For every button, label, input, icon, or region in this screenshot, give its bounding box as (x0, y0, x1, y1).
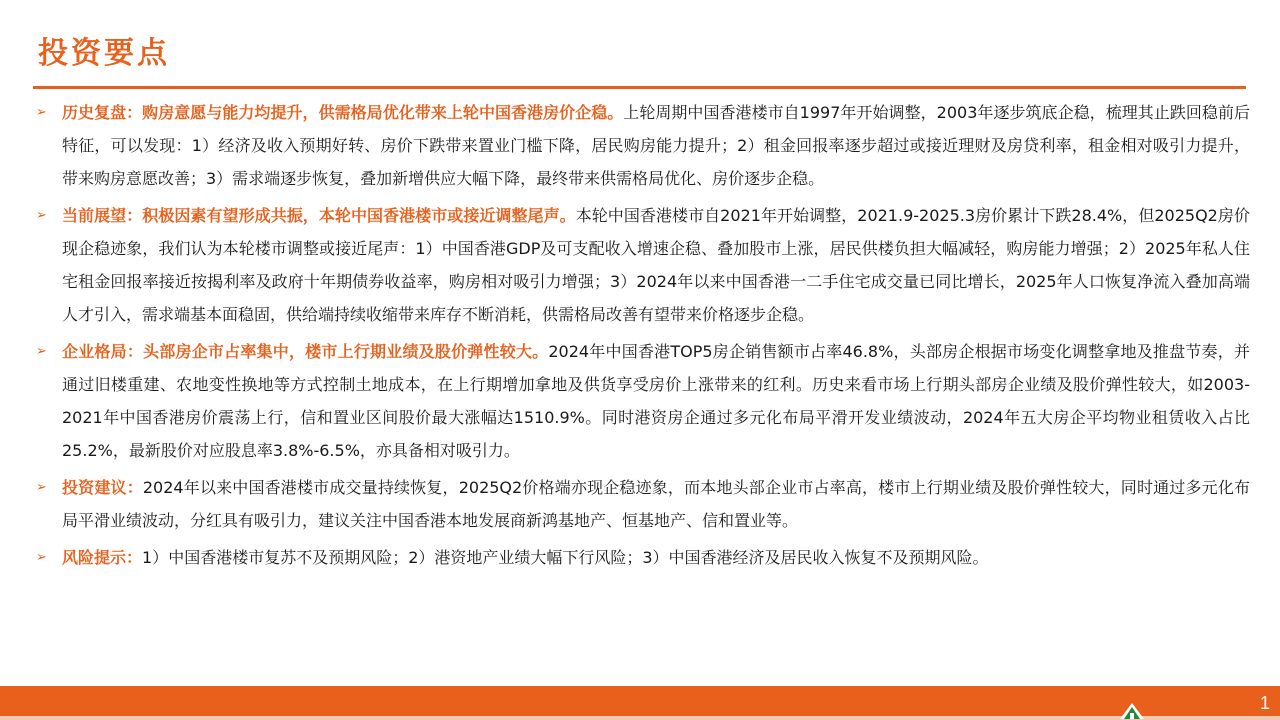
arrow-right-icon: ➢ (36, 344, 47, 359)
arrow-right-icon: ➢ (36, 208, 47, 223)
title-divider (33, 86, 1246, 89)
point-body: 1）中国香港楼市复苏不及预期风险；2）港资地产业绩大幅下行风险；3）中国香港经济及居民收入恢复不及预期风险。 (142, 548, 989, 567)
point-heading: 投资建议： (62, 478, 143, 497)
key-points-list (33, 96, 1250, 578)
arrow-right-icon: ➢ (36, 550, 47, 565)
arrow-right-icon: ➢ (36, 105, 47, 120)
point-heading: 企业格局：头部房企市占率集中，楼市上行期业绩及股价弹性较大。 (62, 342, 549, 361)
arrow-right-icon: ➢ (36, 480, 47, 495)
point-body: 2024年以来中国香港楼市成交量持续恢复，2025Q2价格端亦现企稳迹象，而本地头部企业市占率高，楼市上行期业绩及股价弹性较大，同时通过多元化布局平滑业绩波动，分红具有吸引力，建议关注中国香港本地发展商新鸿基地产、恒基地产、信和置业等。 (62, 478, 1250, 530)
point-history-review (33, 96, 1250, 195)
point-investment-advice (33, 471, 1250, 537)
company-logo-icon (1118, 702, 1146, 720)
point-body: 2024年中国香港TOP5房企销售额市占率46.8%，头部房企根据市场变化调整拿地及推盘节奏，并通过旧楼重建、农地变性换地等方式控制土地成本，在上行期增加拿地及供货享受房价上涨带来的红利。历史来看市场上行期头部房企业绩及股价弹性较大，如2003-2021年中国香港房价震荡上行，信和置业区间股价最大涨幅达1510.9%。同时港资房企通过多元化布局平滑开发业绩波动，2024年五大房企平均物业租赁收入占比25.2%，最新股价对应股息率3.8%-6.5%，亦具备相对吸引力。 (62, 342, 1250, 460)
point-heading: 当前展望：积极因素有望形成共振，本轮中国香港楼市或接近调整尾声。 (62, 206, 576, 225)
point-risk-warning (33, 541, 1250, 574)
footer-accent-line (0, 716, 1280, 720)
point-current-outlook (33, 199, 1250, 331)
point-body: 本轮中国香港楼市自2021年开始调整，2021.9-2025.3房价累计下跌28.4%，但2025Q2房价现企稳迹象，我们认为本轮楼市调整或接近尾声：1）中国香港GDP及可支配收入增速企稳、叠加股市上涨，居民供楼负担大幅减轻，购房能力增强；2）2025年私人住宅租金回报率接近按揭利率及政府十年期债券收益率，购房相对吸引力增强；3）2024年以来中国香港一二手住宅成交量已同比增长，2025年人口恢复净流入叠加高端人才引入，需求端基本面稳固，供给端持续收缩带来库存不断消耗，供需格局改善有望带来价格逐步企稳。 (62, 206, 1250, 324)
point-heading: 风险提示： (62, 548, 143, 567)
point-heading: 历史复盘：购房意愿与能力均提升，供需格局优化带来上轮中国香港房价企稳。 (62, 103, 624, 122)
page-title: 投资要点 (38, 36, 170, 71)
point-industry-landscape (33, 335, 1250, 467)
page-number: 1 (1259, 693, 1270, 713)
footer-bar (0, 686, 1280, 720)
point-body: 上轮周期中国香港楼市自1997年开始调整，2003年逐步筑底企稳，梳理其止跌回稳前后特征，可以发现：1）经济及收入预期好转、房价下跌带来置业门槛下降，居民购房能力提升；2）租金回报率逐步超过或接近理财及房贷利率，租金相对吸引力提升，带来购房意愿改善；3）需求端逐步恢复，叠加新增供应大幅下降，最终带来供需格局优化、房价逐步企稳。 (62, 103, 1250, 188)
